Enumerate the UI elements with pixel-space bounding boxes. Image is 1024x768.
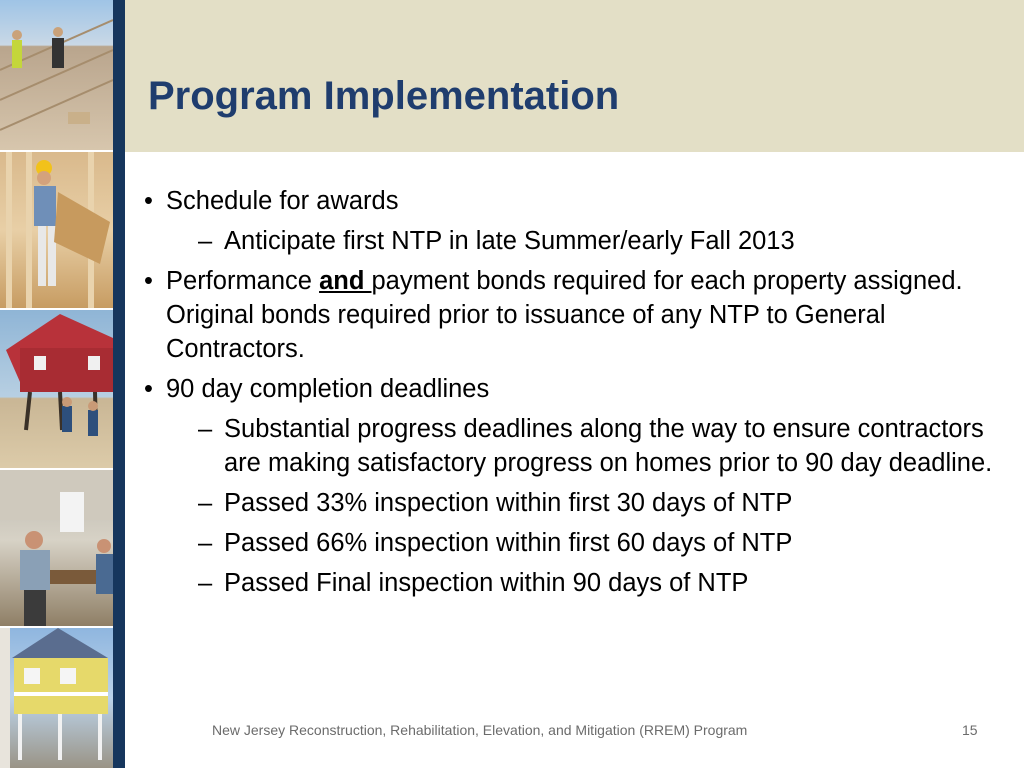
bullet-90-day-deadlines [140, 372, 1000, 406]
vertical-divider-bar [113, 0, 125, 768]
bullet-text-part: Performance [166, 267, 320, 295]
bullet-marker: • [144, 187, 153, 215]
bullet-schedule-for-awards [140, 184, 1000, 218]
roof-workers-illustration [0, 0, 113, 150]
bullet-text: 90 day completion deadlines [166, 375, 490, 403]
raised-beach-house-photo [0, 628, 113, 768]
dash-marker: – [198, 227, 213, 255]
interior-workers-photo [0, 470, 113, 626]
raised-beach-house-illustration [0, 628, 113, 768]
subbullet-passed-33 [140, 486, 1000, 520]
bullet-marker: • [144, 267, 153, 295]
slide-title: Program Implementation [148, 74, 620, 118]
bullet-text: Substantial progress deadlines along the way to ensure contractors are making satisfactory progress on homes prior to 90 day deadline. [224, 415, 993, 477]
subbullet-passed-66 [140, 526, 1000, 560]
elevated-house-photo [0, 310, 113, 468]
bullet-text: Passed 33% inspection within first 30 days of NTP [224, 489, 793, 517]
slide-body [140, 184, 1000, 600]
interior-workers-illustration [0, 470, 113, 626]
framing-worker-illustration [0, 152, 113, 308]
subbullet-anticipate-first-ntp [140, 224, 1000, 258]
elevated-house-illustration [0, 310, 113, 468]
bullet-text: Schedule for awards [166, 187, 399, 215]
bullet-performance-bonds [140, 264, 1000, 366]
photo-strip [0, 0, 113, 768]
bullet-text-part: payment bonds required for each property assigned. Original bonds required prior to issuance of any NTP to General Contractors. [166, 267, 963, 363]
dash-marker: – [198, 569, 213, 597]
dash-marker: – [198, 529, 213, 557]
roof-workers-photo [0, 0, 113, 150]
bullet-text: Anticipate first NTP in late Summer/early Fall 2013 [224, 227, 795, 255]
bullet-text: Passed 66% inspection within first 60 days of NTP [224, 529, 793, 557]
dash-marker: – [198, 489, 213, 517]
emphasis-and: and [319, 267, 372, 295]
bullet-text: Passed Final inspection within 90 days of NTP [224, 569, 749, 597]
framing-worker-photo [0, 152, 113, 308]
page-number: 15 [962, 722, 978, 738]
subbullet-substantial-progress [140, 412, 1000, 480]
bullet-marker: • [144, 375, 153, 403]
subbullet-passed-final [140, 566, 1000, 600]
footer-program-name: New Jersey Reconstruction, Rehabilitation, Elevation, and Mitigation (RREM) Program [212, 722, 748, 738]
dash-marker: – [198, 415, 213, 443]
